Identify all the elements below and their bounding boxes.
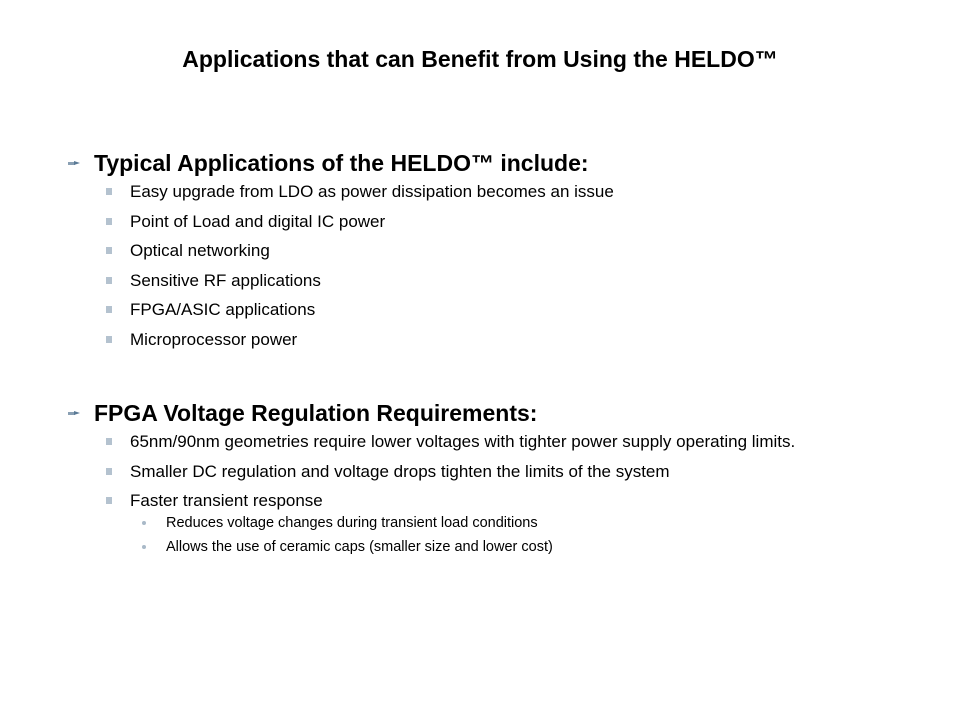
- list-item-text: Optical networking: [130, 241, 270, 260]
- bullet-list: [66, 181, 926, 350]
- list-item-text: Easy upgrade from LDO as power dissipation becomes an issue: [130, 182, 614, 201]
- list-item-text: Sensitive RF applications: [130, 270, 321, 290]
- list-item: [66, 329, 926, 350]
- list-item-text: Microprocessor power: [130, 329, 298, 349]
- section-heading: [66, 148, 926, 178]
- section-typical-applications: [66, 148, 926, 358]
- list-item: [66, 461, 926, 482]
- section-heading: [66, 398, 926, 428]
- sub-list-item: [130, 538, 926, 556]
- bullet-list: [66, 431, 926, 556]
- section-heading-text: Typical Applications of the HELDO™ include:: [94, 150, 589, 176]
- list-item-text: Smaller DC regulation and voltage drops tighten the limits of the system: [130, 461, 670, 481]
- sub-bullet-list: [130, 514, 926, 556]
- arrow-bullet-icon: [68, 161, 80, 166]
- slide-title: Applications that can Benefit from Using the HELDO™: [182, 46, 778, 72]
- list-item-text: 65nm/90nm geometries require lower voltages with tighter power supply operating limits.: [130, 432, 796, 451]
- list-item: [66, 299, 926, 320]
- list-item: [66, 270, 926, 291]
- list-item: [66, 211, 926, 232]
- square-bullet-icon: [106, 218, 112, 225]
- list-item-text: Point of Load and digital IC power: [130, 211, 386, 231]
- section-fpga-requirements: [66, 398, 926, 565]
- section-heading-text: FPGA Voltage Regulation Requirements:: [94, 400, 538, 426]
- square-bullet-icon: [106, 497, 112, 504]
- list-item-text: FPGA/ASIC applications: [130, 300, 316, 319]
- list-item: [66, 181, 926, 202]
- sub-list-item: [130, 514, 926, 532]
- dot-bullet-icon: [142, 545, 146, 549]
- square-bullet-icon: [106, 468, 112, 475]
- list-item-text: Faster transient response: [130, 491, 323, 510]
- square-bullet-icon: [106, 188, 112, 195]
- square-bullet-icon: [106, 277, 112, 284]
- list-item: [66, 490, 926, 556]
- sub-list-item-text: Allows the use of ceramic caps (smaller size and lower cost): [166, 539, 553, 555]
- square-bullet-icon: [106, 247, 112, 254]
- square-bullet-icon: [106, 438, 112, 445]
- square-bullet-icon: [106, 306, 112, 313]
- arrow-bullet-icon: [68, 411, 80, 416]
- list-item: [66, 240, 926, 261]
- square-bullet-icon: [106, 336, 112, 343]
- dot-bullet-icon: [142, 521, 146, 525]
- list-item: [66, 431, 926, 452]
- sub-list-item-text: Reduces voltage changes during transient load conditions: [166, 515, 538, 531]
